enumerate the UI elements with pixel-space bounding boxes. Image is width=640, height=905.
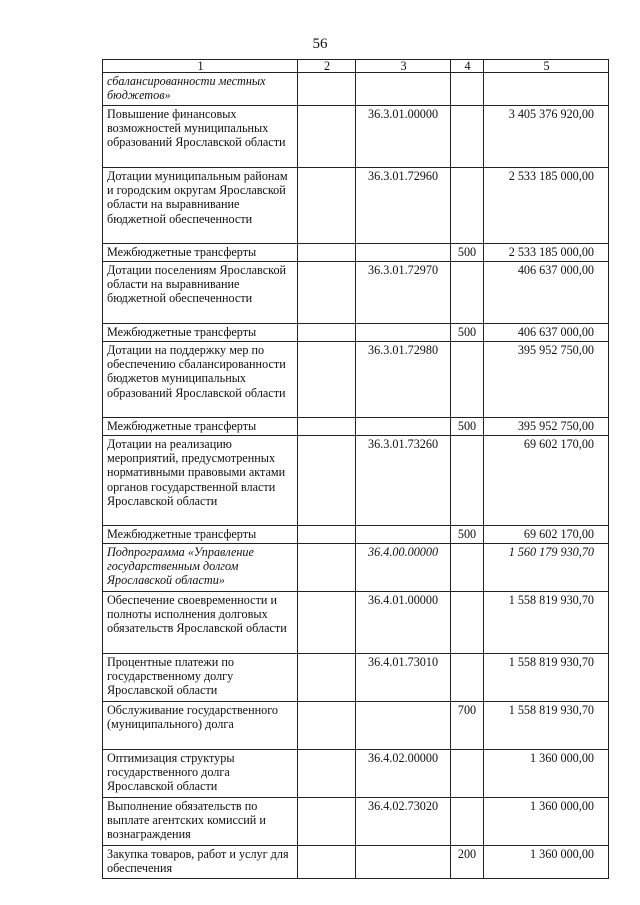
item-name-cell: сбалансированности местных бюджетов» — [103, 73, 298, 106]
amount-cell: 1 560 179 930,70 — [484, 544, 609, 592]
column-header-1: 1 — [103, 60, 298, 73]
code-column-2-cell — [298, 418, 356, 436]
amount-cell: 395 952 750,00 — [484, 342, 609, 418]
expense-type-code-cell — [451, 342, 484, 418]
target-article-code-cell: 36.3.01.72960 — [356, 168, 451, 244]
item-name-cell: Дотации на реализацию мероприятий, предусмотренных нормативными правовыми актами органов государственной власти Ярославской области — [103, 436, 298, 526]
target-article-code-cell: 36.4.02.00000 — [356, 750, 451, 798]
amount-cell — [484, 73, 609, 106]
code-column-2-cell — [298, 654, 356, 702]
table-header-row — [103, 60, 609, 73]
item-name-cell: Дотации муниципальным районам и городским округам Ярославской области на выравнивание бюджетной обеспеченности — [103, 168, 298, 244]
item-name-cell: Межбюджетные трансферты — [103, 418, 298, 436]
table-row — [103, 244, 609, 262]
target-article-code-cell: 36.4.02.73020 — [356, 798, 451, 846]
table-row — [103, 106, 609, 168]
amount-cell: 406 637 000,00 — [484, 262, 609, 324]
expense-type-code-cell: 500 — [451, 526, 484, 544]
amount-cell: 1 360 000,00 — [484, 750, 609, 798]
code-column-2-cell — [298, 342, 356, 418]
item-name-cell: Повышение финансовых возможностей муниципальных образований Ярославской области — [103, 106, 298, 168]
expense-type-code-cell — [451, 106, 484, 168]
code-column-2-cell — [298, 168, 356, 244]
code-column-2-cell — [298, 846, 356, 879]
code-column-2-cell — [298, 262, 356, 324]
amount-cell: 1 558 819 930,70 — [484, 654, 609, 702]
amount-cell: 395 952 750,00 — [484, 418, 609, 436]
column-header-5: 5 — [484, 60, 609, 73]
item-name-cell: Дотации на поддержку мер по обеспечению сбалансированности бюджетов муниципальных образований Ярославской области — [103, 342, 298, 418]
item-name-cell: Обслуживание государственного (муниципального) долга — [103, 702, 298, 750]
target-article-code-cell: 36.3.01.72970 — [356, 262, 451, 324]
target-article-code-cell — [356, 846, 451, 879]
table-row — [103, 526, 609, 544]
table-row — [103, 168, 609, 244]
target-article-code-cell: 36.4.01.00000 — [356, 592, 451, 654]
code-column-2-cell — [298, 244, 356, 262]
code-column-2-cell — [298, 592, 356, 654]
target-article-code-cell — [356, 702, 451, 750]
table-row — [103, 342, 609, 418]
expense-type-code-cell — [451, 798, 484, 846]
table-row — [103, 592, 609, 654]
expense-type-code-cell — [451, 168, 484, 244]
item-name-cell: Выполнение обязательств по выплате агентских комиссий и вознаграждения — [103, 798, 298, 846]
code-column-2-cell — [298, 324, 356, 342]
target-article-code-cell — [356, 244, 451, 262]
expense-type-code-cell: 200 — [451, 846, 484, 879]
table-row — [103, 73, 609, 106]
item-name-cell: Процентные платежи по государственному долгу Ярославской области — [103, 654, 298, 702]
item-name-cell: Межбюджетные трансферты — [103, 526, 298, 544]
code-column-2-cell — [298, 106, 356, 168]
item-name-cell: Закупка товаров, работ и услуг для обеспечения — [103, 846, 298, 879]
table-row — [103, 324, 609, 342]
target-article-code-cell: 36.4.01.73010 — [356, 654, 451, 702]
amount-cell: 1 558 819 930,70 — [484, 702, 609, 750]
target-article-code-cell — [356, 73, 451, 106]
amount-cell: 3 405 376 920,00 — [484, 106, 609, 168]
amount-cell: 406 637 000,00 — [484, 324, 609, 342]
target-article-code-cell — [356, 418, 451, 436]
expense-type-code-cell: 500 — [451, 324, 484, 342]
code-column-2-cell — [298, 702, 356, 750]
table-row — [103, 262, 609, 324]
target-article-code-cell: 36.3.01.73260 — [356, 436, 451, 526]
code-column-2-cell — [298, 544, 356, 592]
table-row — [103, 654, 609, 702]
code-column-2-cell — [298, 436, 356, 526]
amount-cell: 69 602 170,00 — [484, 436, 609, 526]
target-article-code-cell: 36.3.01.00000 — [356, 106, 451, 168]
table-row — [103, 750, 609, 798]
column-header-2: 2 — [298, 60, 356, 73]
table-row — [103, 418, 609, 436]
target-article-code-cell — [356, 526, 451, 544]
expense-type-code-cell: 500 — [451, 418, 484, 436]
table-row — [103, 544, 609, 592]
target-article-code-cell — [356, 324, 451, 342]
code-column-2-cell — [298, 526, 356, 544]
expense-type-code-cell — [451, 544, 484, 592]
amount-cell: 1 360 000,00 — [484, 798, 609, 846]
target-article-code-cell: 36.3.01.72980 — [356, 342, 451, 418]
code-column-2-cell — [298, 798, 356, 846]
item-name-cell: Обеспечение своевременности и полноты исполнения долговых обязательств Ярославской области — [103, 592, 298, 654]
page-number: 56 — [312, 36, 328, 52]
expense-type-code-cell: 500 — [451, 244, 484, 262]
amount-cell: 69 602 170,00 — [484, 526, 609, 544]
item-name-cell: Межбюджетные трансферты — [103, 244, 298, 262]
budget-table — [102, 59, 609, 879]
code-column-2-cell — [298, 73, 356, 106]
item-name-cell: Межбюджетные трансферты — [103, 324, 298, 342]
table-row — [103, 798, 609, 846]
column-header-3: 3 — [356, 60, 451, 73]
code-column-2-cell — [298, 750, 356, 798]
amount-cell: 1 558 819 930,70 — [484, 592, 609, 654]
amount-cell: 1 360 000,00 — [484, 846, 609, 879]
expense-type-code-cell — [451, 750, 484, 798]
amount-cell: 2 533 185 000,00 — [484, 244, 609, 262]
item-name-cell: Подпрограмма «Управление государственным долгом Ярославской области» — [103, 544, 298, 592]
table-row — [103, 846, 609, 879]
item-name-cell: Дотации поселениям Ярославской области на выравнивание бюджетной обеспеченности — [103, 262, 298, 324]
expense-type-code-cell — [451, 262, 484, 324]
amount-cell: 2 533 185 000,00 — [484, 168, 609, 244]
expense-type-code-cell — [451, 592, 484, 654]
expense-type-code-cell: 700 — [451, 702, 484, 750]
expense-type-code-cell — [451, 73, 484, 106]
expense-type-code-cell — [451, 654, 484, 702]
column-header-4: 4 — [451, 60, 484, 73]
table-row — [103, 436, 609, 526]
item-name-cell: Оптимизация структуры государственного долга Ярославской области — [103, 750, 298, 798]
target-article-code-cell: 36.4.00.00000 — [356, 544, 451, 592]
table-row — [103, 702, 609, 750]
expense-type-code-cell — [451, 436, 484, 526]
